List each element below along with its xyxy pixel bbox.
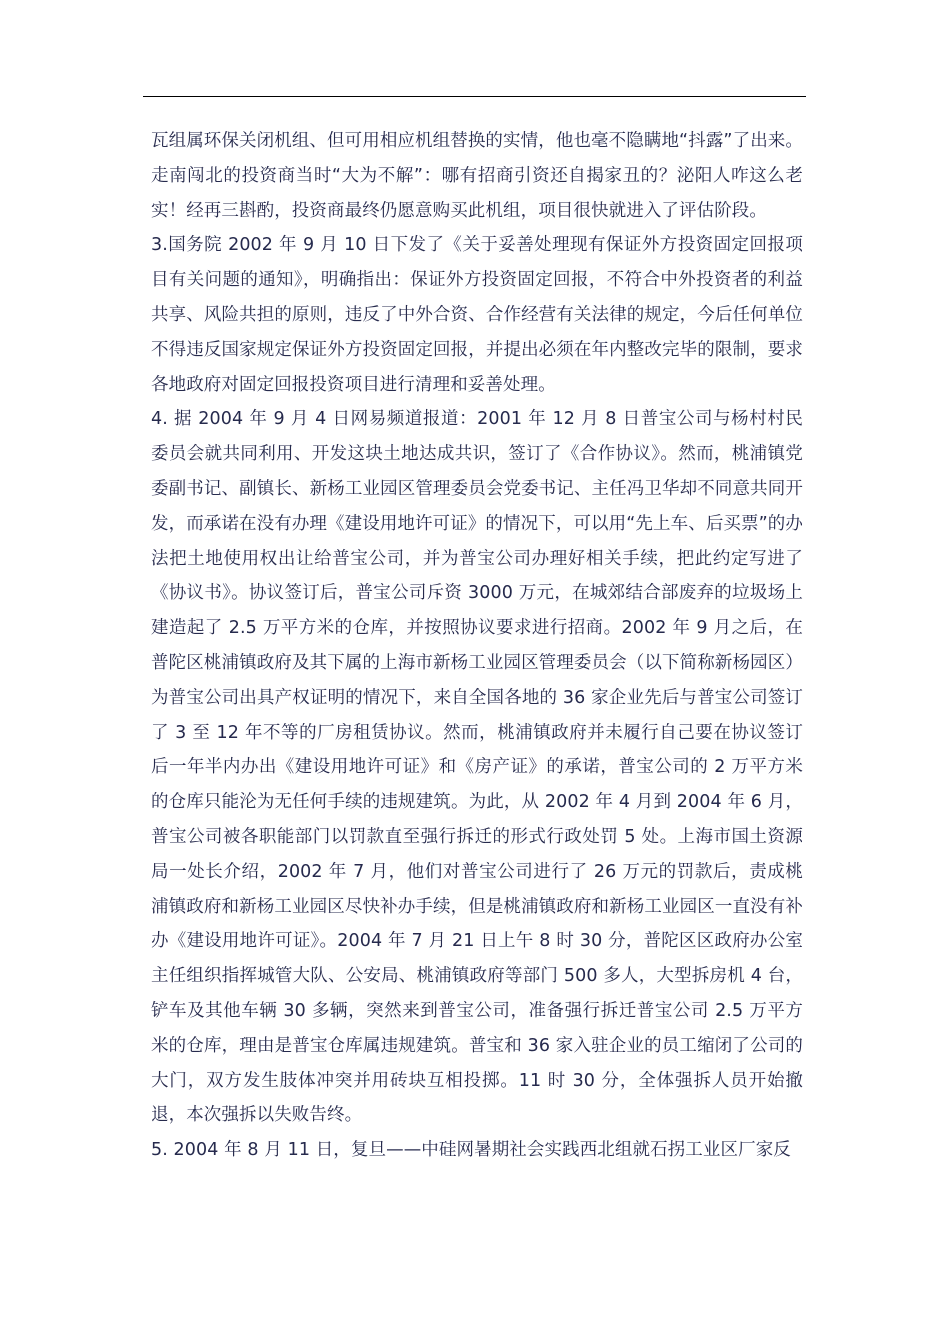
paragraph-continuation: 瓦组属环保关闭机组、但可用相应机组替换的实情，他也毫不隐瞒地“抖露”了出来。走南闯北的投资商当时“大为不解”：哪有招商引资还自揭家丑的？泌阳人咋这么老实！经再三斟酌，投资商最终仍愿意购买此机组，项目很快就进入了评估阶段。 bbox=[151, 131, 803, 221]
paragraph-item-3: 3.国务院 2002 年 9 月 10 日下发了《关于妥善处理现有保证外方投资固定回报项目有关问题的通知》，明确指出：保证外方投资固定回报，不符合中外投资者的利益共享、风险共担的原则，违反了中外合资、合作经营有关法律的规定，今后任何单位不得违反国家规定保证外方投资固定回报，并提出必须在年内整改完毕的限制，要求各地政府对固定回报投资项目进行清理和妥善处理。 bbox=[151, 235, 803, 395]
header-divider bbox=[143, 96, 806, 97]
paragraph-item-5: 5. 2004 年 8 月 11 日，复旦——中硅网暑期社会实践西北组就石拐工业区厂家反 bbox=[151, 1140, 791, 1161]
paragraph-item-4: 4. 据 2004 年 9 月 4 日网易频道报道：2001 年 12 月 8 日普宝公司与杨村村民委员会就共同利用、开发这块土地达成共识，签订了《合作协议》。然而，桃浦镇党委副书记、副镇长、新杨工业园区管理委员会党委书记、主任冯卫华却不同意共同开发，而承诺在没有办理《建设用地许可证》的情况下，可以用“先上车、后买票”的办法把土地使用权出让给普宝公司，并为普宝公司办理好相关手续，把此约定写进了《协议书》。协议签订后，普宝公司斥资 3000 万元，在城郊结合部废弃的垃圾场上建造起了 2.5 万平方米的仓库，并按照协议要求进行招商。2002 年 9 月之后，在普陀区桃浦镇政府及其下属的上海市新杨工业园区管理委员会（以下简称新杨园区）为普宝公司出具产权证明的情况下，来自全国各地的 36 家企业先后与普宝公司签订了 3 至 12 年不等的厂房租赁协议。然而，桃浦镇政府并未履行自己要在协议签订后一年半内办出《建设用地许可证》和《房产证》的承诺，普宝公司的 2 万平方米的仓库只能沦为无任何手续的违规建筑。为此，从 2002 年 4 月到 2004 年 6 月，普宝公司被各职能部门以罚款直至强行拆迁的形式行政处罚 5 处。上海市国土资源局一处长介绍，2002 年 7 月，他们对普宝公司进行了 26 万元的罚款后，责成桃浦镇政府和新杨工业园区尽快补办手续，但是桃浦镇政府和新杨工业园区一直没有补办《建设用地许可证》。2004 年 7 月 21 日上午 8 时 30 分，普陀区区政府办公室主任组织指挥城管大队、公安局、桃浦镇政府等部门 500 多人，大型拆房机 4 台，铲车及其他车辆 30 多辆，突然来到普宝公司，准备强行拆迁普宝公司 2.5 万平方米的仓库，理由是普宝仓库属违规建筑。普宝和 36 家入驻企业的员工缩闭了公司的大门，双方发生肢体冲突并用砖块互相投掷。11 时 30 分，全体强拆人员开始撤退，本次强拆以失败告终。 bbox=[151, 409, 803, 1126]
document-body bbox=[151, 124, 803, 1168]
